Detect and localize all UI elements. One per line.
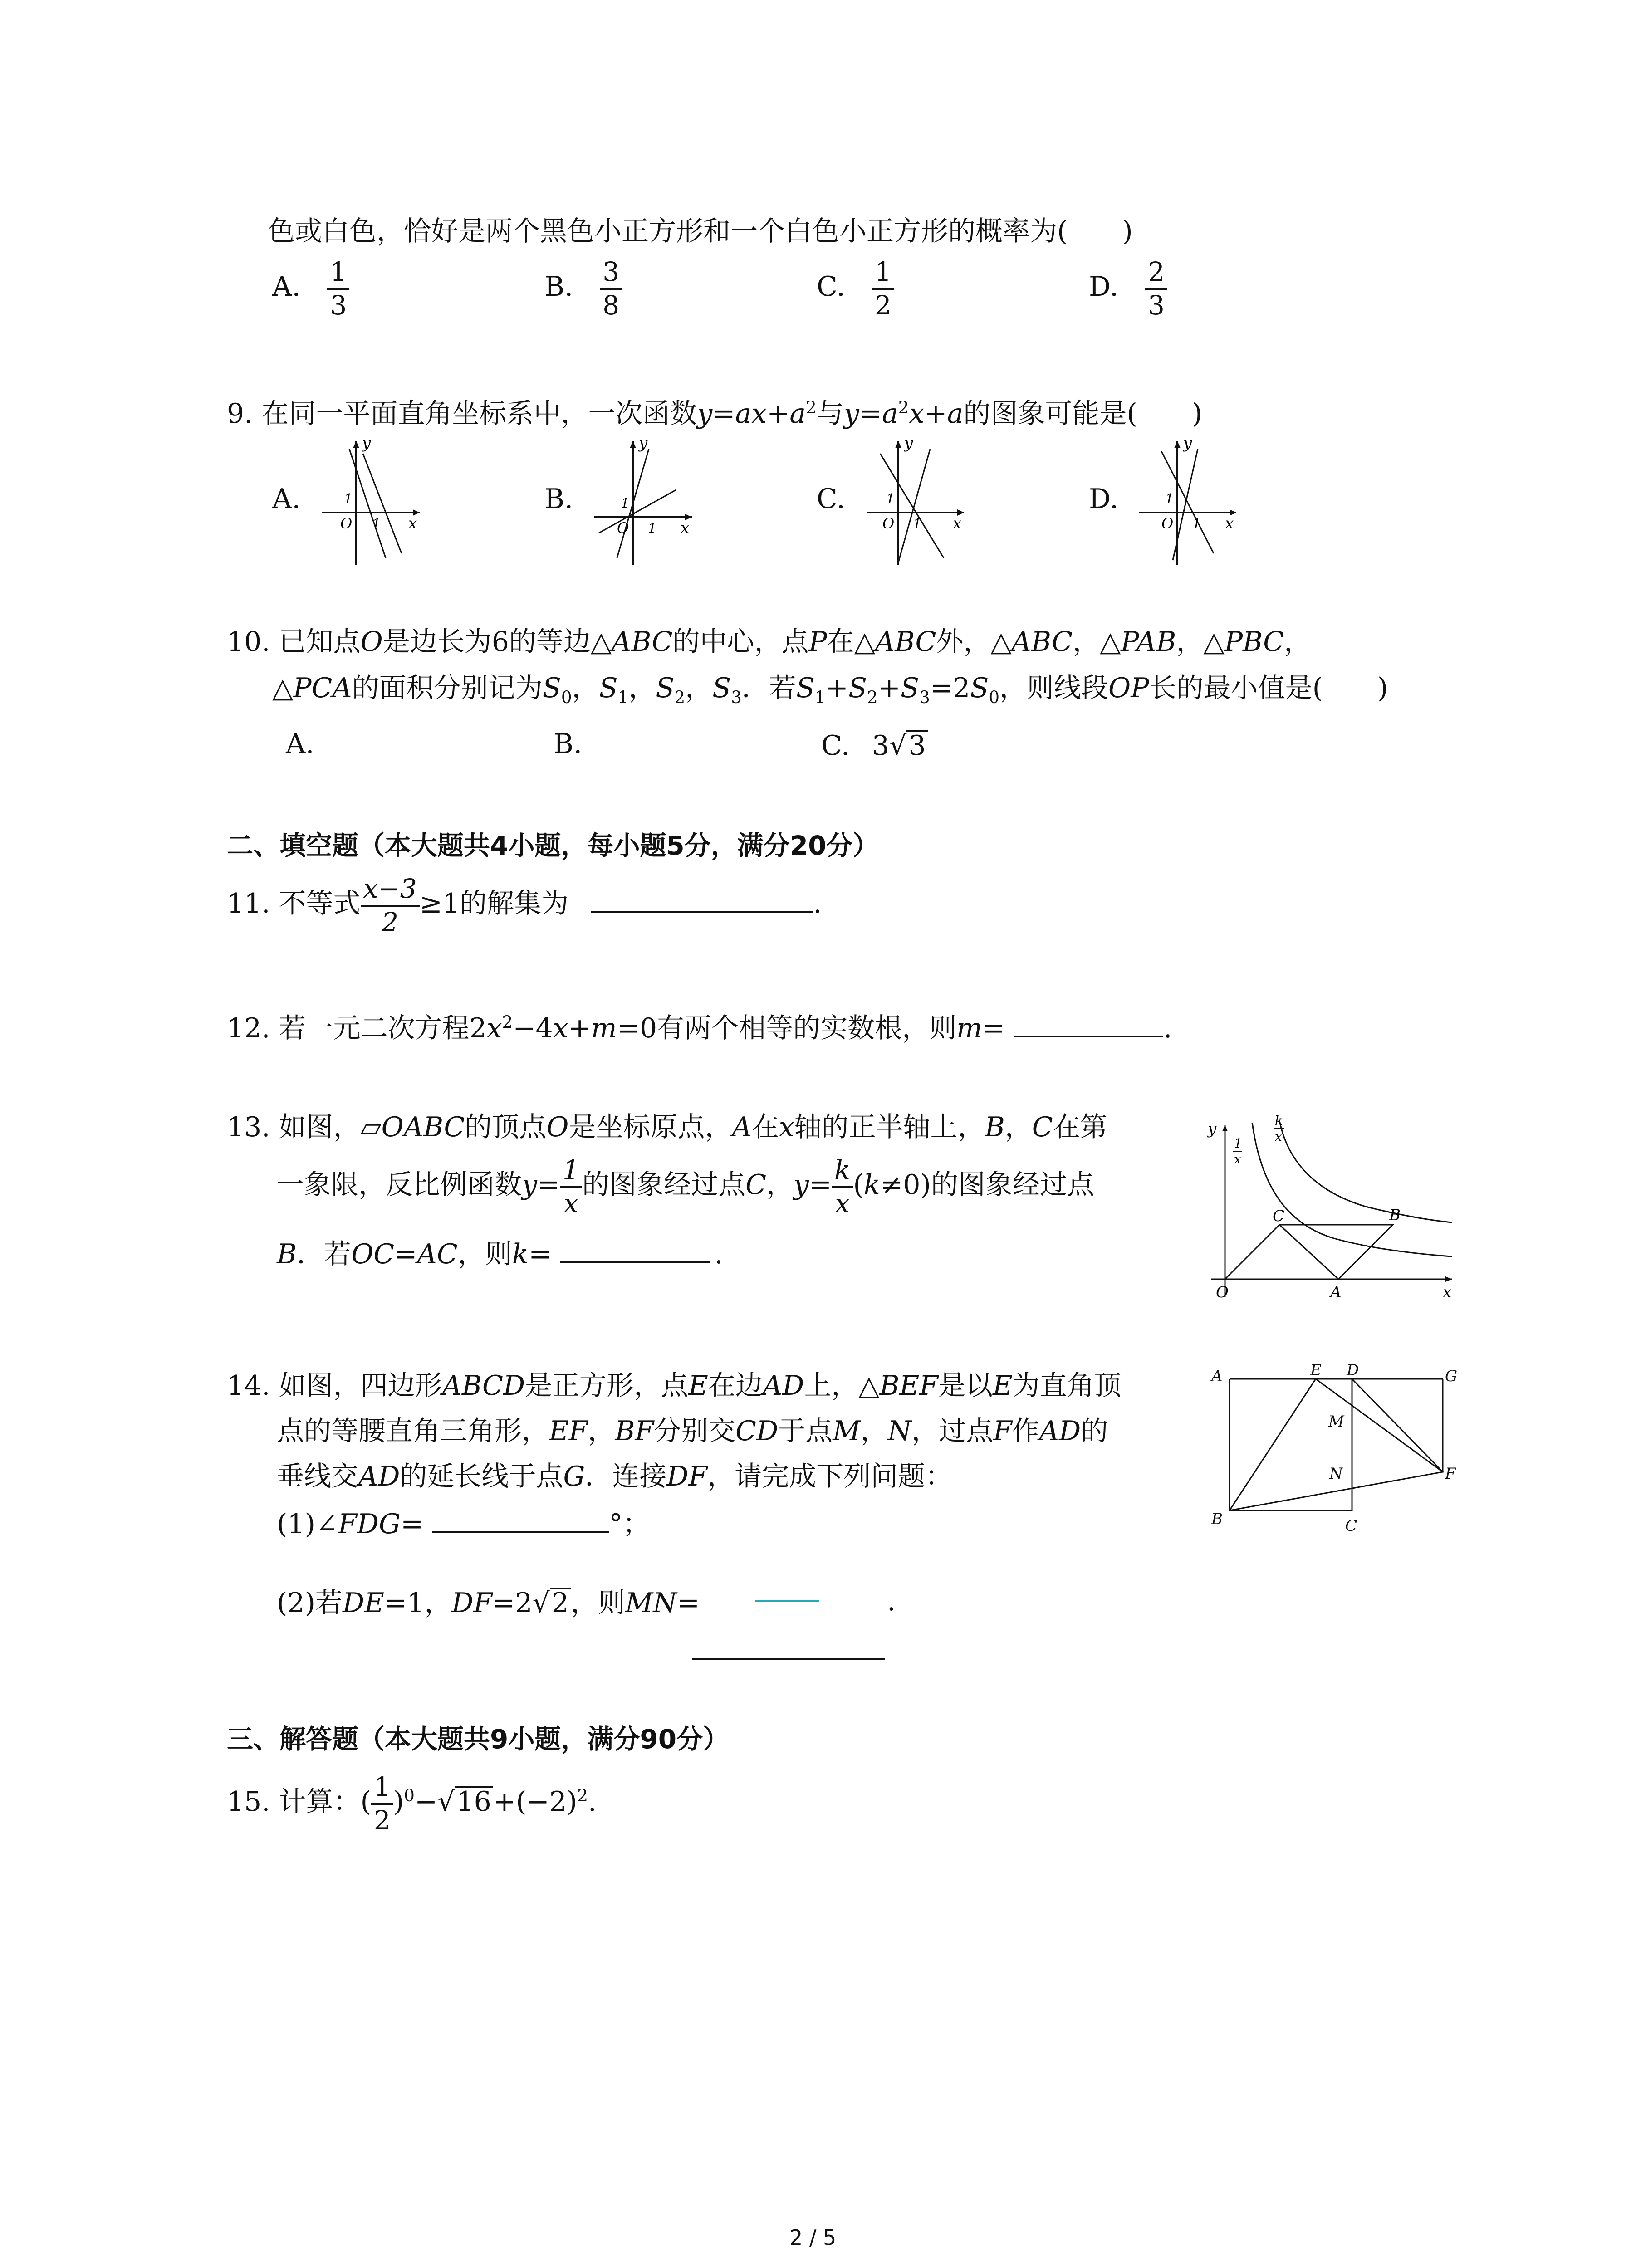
svg-text:x: x: [1225, 514, 1234, 533]
svg-text:M: M: [1328, 1413, 1344, 1431]
svg-text:1: 1: [1234, 1136, 1242, 1151]
fraction: $\frac{k}{x}$: [832, 1154, 853, 1219]
svg-text:x: x: [681, 519, 690, 537]
svg-text:1: 1: [886, 491, 895, 507]
svg-text:A: A: [1211, 1367, 1223, 1385]
svg-text:E: E: [1310, 1361, 1322, 1379]
svg-text:C: C: [1345, 1517, 1357, 1535]
fraction: $\frac{1}{3}$: [327, 256, 349, 321]
q10-option-a: A.: [286, 728, 314, 760]
q10-line2: △PCA的面积分别记为$S_0$，$S_1$，$S_2$，$S_3$．若$S_1+S_2+S_3=2S_0$，则线段OP长的最小值是( ): [272, 672, 1388, 707]
fraction: $\frac{1}{2}$: [371, 1771, 393, 1836]
q14-answer-cursor: [755, 1600, 819, 1602]
q13-line3: B．若OC=AC，则k= .: [277, 1238, 723, 1270]
q9-graph-b: [590, 435, 694, 567]
svg-text:1: 1: [1192, 516, 1201, 532]
section-3-title: 三、解答题（本大题共9小题，满分90分）: [227, 1724, 730, 1755]
svg-text:k: k: [1275, 1113, 1283, 1128]
q12: 12. 若一元二次方程$2x^2-4x+m=0$有两个相等的实数根，则m= .: [227, 1012, 1172, 1044]
fraction: $\frac{x-3}{2}$: [361, 873, 420, 938]
svg-text:O: O: [1161, 515, 1174, 532]
sqrt: √2: [533, 1588, 571, 1617]
q14-line1: 14. 如图，四边形ABCD是正方形，点E在边AD上，△BEF是以E为直角顶: [227, 1370, 1122, 1402]
svg-text:x: x: [953, 514, 962, 533]
q14-part1: (1)∠FDG= °；: [277, 1508, 650, 1540]
q9-option-d-label: D.: [1089, 483, 1119, 515]
svg-text:1: 1: [648, 521, 657, 537]
svg-text:B: B: [1211, 1510, 1223, 1528]
svg-text:y: y: [362, 435, 371, 452]
svg-text:1: 1: [344, 491, 353, 507]
q9-option-a-label: A.: [272, 483, 301, 515]
svg-text:x: x: [1234, 1152, 1241, 1167]
svg-text:O: O: [340, 515, 353, 532]
q13-line2: 一象限，反比例函数y= $\frac{1}{x}$ 的图象经过点C，y= $\frac{k}{x}$ (k≠0)的图象经过点: [277, 1154, 1094, 1219]
q13-line1: 13. 如图，▱OABC的顶点O是坐标原点，A在x轴的正半轴上，B，C在第: [227, 1111, 1107, 1143]
svg-text:y: y: [904, 435, 913, 452]
svg-text:G: G: [1445, 1367, 1458, 1385]
svg-text:x: x: [1443, 1283, 1452, 1301]
svg-text:O: O: [1216, 1283, 1229, 1301]
q14-figure: [1207, 1361, 1461, 1542]
q10-option-c: C. 3√3: [821, 730, 928, 759]
q8-option-c: C. $\frac{1}{2}$: [817, 256, 894, 321]
svg-text:x: x: [1275, 1129, 1282, 1144]
q11: 11. 不等式 $\frac{x-3}{2}$ ≥1的解集为 .: [227, 873, 822, 938]
svg-text:C: C: [1273, 1207, 1285, 1225]
svg-text:y: y: [1208, 1120, 1217, 1138]
svg-text:y: y: [639, 435, 648, 452]
fraction: $\frac{1}{x}$: [560, 1154, 582, 1219]
q8-option-b: B. $\frac{3}{8}$: [544, 256, 622, 321]
sqrt: √16: [437, 1786, 493, 1815]
q9-stem: 9. 在同一平面直角坐标系中，一次函数$y=ax+a^2$与$y=a^2x+a$的图象可能是( ): [227, 397, 1203, 430]
q9-graph-c: [862, 435, 966, 567]
sqrt: √3: [889, 730, 927, 759]
q9-option-c-label: C.: [817, 483, 845, 515]
answer-blank[interactable]: [432, 1527, 609, 1533]
q9-graph-d: [1134, 435, 1239, 567]
section-2-title: 二、填空题（本大题共4小题，每小题5分，满分20分）: [227, 830, 879, 861]
answer-blank[interactable]: [1014, 1031, 1163, 1037]
q10-line1: 10. 已知点O是边长为6的等边△ABC的中心，点P在△ABC外，△ABC，△PAB，△PBC，: [227, 626, 1312, 658]
q14-line3: 垂线交AD的延长线于点G．连接DF，请完成下列问题：: [277, 1461, 953, 1492]
svg-text:A: A: [1330, 1283, 1342, 1301]
q9-graph-a: [318, 435, 422, 567]
fraction: $\frac{3}{8}$: [600, 256, 622, 321]
svg-text:1: 1: [372, 516, 381, 532]
svg-text:B: B: [1389, 1206, 1401, 1224]
q15: 15. 计算：( $\frac{1}{2}$ )$^0-√16+(-2)^2$.: [227, 1771, 597, 1836]
svg-text:N: N: [1329, 1465, 1343, 1483]
svg-text:D: D: [1347, 1361, 1359, 1379]
answer-blank[interactable]: [692, 1658, 885, 1660]
svg-text:O: O: [617, 519, 629, 537]
svg-text:1: 1: [621, 496, 630, 512]
q10-option-b: B.: [554, 728, 583, 760]
q9-option-b-label: B.: [544, 483, 573, 515]
svg-text:1: 1: [1165, 491, 1174, 507]
q13-figure: [1184, 1098, 1456, 1306]
q14-end: .: [887, 1585, 896, 1617]
q8-option-a: A. $\frac{1}{3}$: [272, 256, 349, 321]
svg-text:y: y: [1183, 435, 1192, 452]
q8-text: 色或白色，恰好是两个黑色小正方形和一个白色小正方形的概率为( ): [268, 215, 1133, 247]
svg-text:O: O: [882, 515, 895, 532]
page-number: 2 / 5: [789, 2225, 837, 2250]
svg-text:1: 1: [913, 516, 922, 532]
svg-text:x: x: [408, 514, 417, 533]
answer-blank[interactable]: [591, 906, 813, 913]
fraction: $\frac{2}{3}$: [1145, 256, 1167, 321]
q14-part2: (2)若DE=1，DF=2√2，则MN=: [277, 1587, 700, 1619]
q8-option-d: D. $\frac{2}{3}$: [1089, 256, 1167, 321]
svg-text:F: F: [1445, 1465, 1456, 1483]
answer-blank[interactable]: [560, 1257, 710, 1263]
fraction: $\frac{1}{2}$: [872, 256, 894, 321]
q14-line2: 点的等腰直角三角形，EF，BF分别交CD于点M，N，过点F作AD的: [277, 1415, 1108, 1447]
